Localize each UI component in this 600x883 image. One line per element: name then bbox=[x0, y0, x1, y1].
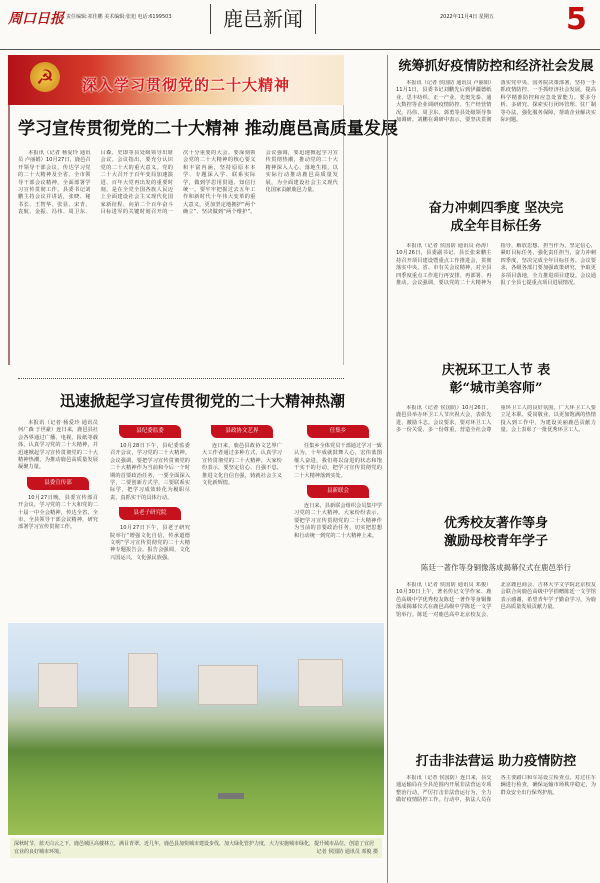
unit-tag: 任集乡 bbox=[307, 425, 369, 438]
unit-text: 连日来，县新联会组织会员集中学习党的二十大精神。大家纷纷表示，要把学习宣传贯彻党的二十大精神作为当前的首要政治任务，切实把思想和行动统一到党的二十大精神上来。 bbox=[294, 503, 382, 539]
unit-tag: 县新联会 bbox=[307, 485, 369, 498]
unit-tag: 县委宣传部 bbox=[27, 477, 89, 490]
right-body-4: 本报讯（记者 侯国防 通讯员 邓俊）10月30日上午，著名传记文学作家、鹿邑高级中学优秀校友陈廷一著作等身铜像落成揭幕仪式在鹿邑高级中学陈廷一文学馆举行。陈廷一对鹿邑高中北京校友会、北京鹿邑商会、吉林大学文学院北京校友会联合向鹿邑高级中学捐赠陈廷一文学馆表示感谢，希望青年学子勤奋学习，为鹿邑高质量发展贡献力量。 bbox=[396, 582, 596, 618]
unit-text: 10月28日下午，县纪委监委召开会议，学习党的二十大精神。会议强调，要把学习宣传贯彻党的二十大精神作为当前和今后一个时期的首要政治任务，一要全面深入学，二要创新方式学，三要联系实际学，把学习成效转化为履职尽责、真抓实干的具体行动。 bbox=[110, 443, 190, 501]
issue-date: 2022年11月4日 星期五 bbox=[440, 14, 494, 20]
right-headline-3: 庆祝环卫工人节 表彰“城市美容师” bbox=[441, 363, 551, 396]
right-headline-1: 统筹抓好疫情防控和经济社会发展 bbox=[398, 59, 594, 74]
right-body-5: 本报讯（记者 侯国防）连日来，县交通运输局在全县范围内开展非法营运专项整治行动，严厉打击非法营运行为，全力做好疫情防控工作。行动中，执法人员在各主要路口和车站设立检查点，对过往车辆进行检查，确保运输市场秩序稳定，为群众安全出行保驾护航。 bbox=[396, 775, 596, 804]
photo-caption bbox=[10, 838, 382, 858]
lead-headline: 学习宣传贯彻党的二十大精神 推动鹿邑高质量发展 bbox=[18, 119, 398, 139]
right-body-1: 本报讯（记者 侯国防 通讯员 卢丽娟）11月1日，县委书记刘鹏先后到伊疆德纸业、思丰纺织、正一产业、先奥先泰、通大数控等企业调研疫情防控、生产经营情况。冯伟、周卫东、郭勇等县处级领导参加调研。刘鹏在调研中表示，要坚决贯彻落实党中央、国务院决策部署，坚持一手抓疫情防控、一手抓经济社会发展，提高科学精准防控和应急处置能力。要多分析、多研究、探索实行闭环管理、驻厂制等办法，强化服务保障，帮助企业解决实际问题。 bbox=[396, 80, 596, 124]
unit-text: 连日来，鹿邑县政协文艺界广大工作者通过多种方式，认真学习宣传贯彻党的二十大精神。大家纷纷表示，要坚定信心、自强不息，推进文化自信自强，铸就社会主义文化新辉煌。 bbox=[202, 443, 282, 487]
unit-tag: 县政协文艺界 bbox=[211, 425, 273, 438]
newspaper-logo: 周口日报 bbox=[8, 11, 64, 27]
editor-info: 责任编辑:祁佳鹏 美术编辑:张旭 电话:6199503 bbox=[66, 14, 172, 20]
campaign-column-4 bbox=[294, 420, 382, 540]
right-headline-2: 奋力冲刺四季度 坚决完成全年目标任务 bbox=[428, 201, 564, 234]
section-divider bbox=[18, 378, 344, 379]
campaign-column-2 bbox=[110, 420, 190, 562]
photo-credit: 记者 侯国防 通讯员 邓俊 摄 bbox=[316, 849, 378, 855]
campaign-intro: 本报讯（记者 杨爱玲 通讯员 何广森 于世豪）连日来，鹿邑县社会各界通过广播、电视、报纸等载体，认真学习党的二十大精神，并迅速掀起学习宣传贯彻党的二十大精神热潮，为推动鹿邑高质量发展凝聚力量。 bbox=[18, 420, 98, 471]
right-body-2: 本报讯（记者 侯国防 通讯员 孙涛）10月26日，县委副书记、县长张荣鹏主持召开项目建设暨重点工作推进会，贯彻落实中央、省、市有关会议精神，对全县四季度重点工作进行再安排、再部署、再推动。会议强调，要以党的二十大精神为指导，解放思想、担当作为，坚定信心，紧盯目标任务，强化责任担当，奋力冲刺四季度，坚决完成全年目标任务。会议要求，各级各部门要加强政策研究，争取更多项目落地，全力推进项目建设。会议通报了全县七提重点项目进展情况。 bbox=[396, 243, 596, 287]
right-body-3: 本报讯（记者 侯国防）10月26日，鹿邑县举办环卫工人节庆祝大会，表彰先进，激励斗志。会议要求，要对环卫工人多一份关爱、多一份尊重，营造全社会尊重环卫工人的良好氛围。广大环卫工人要立足本职、爱岗敬业，以更加饱满的热情投入到工作中，为建设美丽鹿邑贡献力量。会上表彰了一批优秀环卫工人。 bbox=[396, 405, 596, 434]
unit-tag: 县老子研究院 bbox=[119, 507, 181, 520]
campaign-headline: 迅速掀起学习宣传贯彻党的二十大精神热潮 bbox=[60, 392, 346, 410]
unit-text: 10月27日下午，县老子研究院举行“增强文化自信，传承道德文明”学习宣传贯彻党的二十大精神专题报告会。报告会强调，文化兴国运兴，文化强民族强。 bbox=[110, 525, 190, 561]
campaign-column-1 bbox=[18, 420, 98, 532]
section-title: 鹿邑新闻 bbox=[210, 4, 316, 34]
banner-title: 深入学习贯彻党的二十大精神 bbox=[82, 76, 291, 94]
campaign-column-3 bbox=[202, 420, 282, 487]
unit-text: 10月27日晚，县委宣传部召开会议，学习党的二十大和党的二十届一中全会精神，传达全省、全市、全县领导干部会议精神，研究部署学习宣传贯彻工作。 bbox=[18, 494, 98, 531]
right-headline-5: 打击非法营运 助力疫情防控 bbox=[415, 754, 577, 769]
unit-tag: 县纪委监委 bbox=[119, 425, 181, 438]
column-rule bbox=[387, 55, 388, 883]
page-number: 5 bbox=[566, 2, 587, 37]
unit-text: 任集乡全体党员干部通过学习一致认为，十年成就鼓舞人心，宏伟蓝图催人奋进，我们将以奋进的状态和饱干实干的行动，把学习宣传贯彻党的二十大精神落到实处。 bbox=[294, 443, 382, 479]
right-headline-4: 优秀校友著作等身 激励母校青年学子 bbox=[443, 516, 548, 549]
right-subheadline-4: 陈廷一著作等身铜像落成揭幕仪式在鹿邑举行 bbox=[421, 563, 571, 572]
party-emblem-icon: ☭ bbox=[30, 62, 60, 92]
lead-body: 本报讯（记者 杨爱玲 通讯员 卢丽娟）10月27日，鹿邑召开领导干部会议，传达学习党的二十大精神及全省、全市领导干部会议精神，全面部署学习宣传贯彻工作。县委书记刘鹏主持会议并讲话，张晓、秘书长、王智华、张显、宋青、袁航、金振、冯伟、周卫东、吕森、史即等县处级领导出席会议。会议指出，要充分认识党的二十大的重大意义。党的二十大召开于百年变局加速演进、百年大党再出发的重要时刻，是在全党全国各族人民迈上全面建设社会主义现代化国家新征程、向第二个百年奋斗目标进军的关键时刻召开的一次十分重要的大会。要深刻领会党的二十大精神的核心要义和丰富内涵，坚持原原本本学、专题深入学、联系实际学，做到学思用贯通、知信行统一。要牢牢把握过去五年工作和新时代十年伟大变革的重大意义，更加坚定地拥护“两个确立”、坚决做到“两个维护”。会议强调，要迅速掀起学习宣传贯彻热潮，推动党的二十大精神深入人心、落地生根，以实际行动推动鹿邑高质量发展，为全面建设社会主义现代化国家贡献鹿邑力量。 bbox=[18, 150, 338, 216]
city-park-photo bbox=[8, 623, 384, 835]
caption-text: 深秋时节，蓝天白云之下，鹿邑城区高楼林立，满目青翠。近几年，鹿邑县加快城市建设步伐，加大绿化管护力度，大力实施城市绿化，提升城市品位，创造了宜居宜业的良好城市环境。 bbox=[14, 841, 375, 855]
